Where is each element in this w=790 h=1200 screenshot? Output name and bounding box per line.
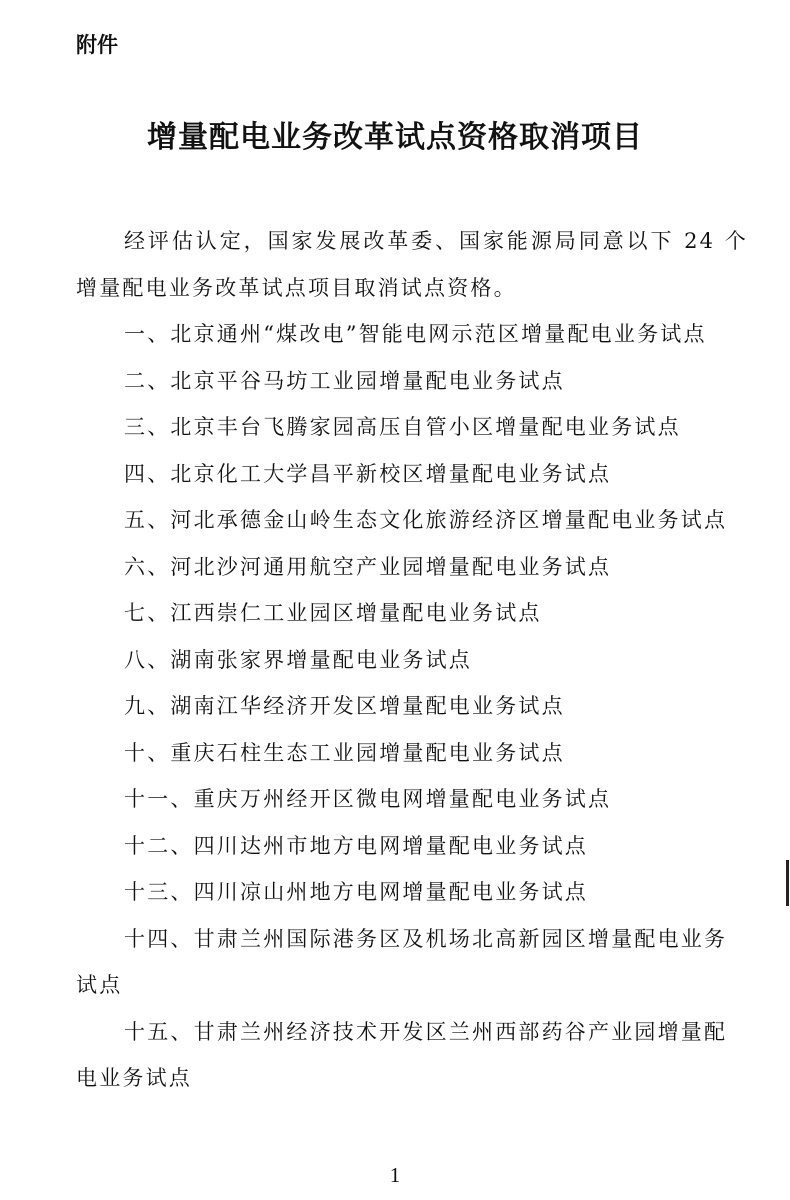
project-list <box>76 311 748 1102</box>
list-item: 十、重庆石柱生态工业园增量配电业务试点 <box>124 740 565 765</box>
list-item: 三、北京丰台飞腾家园高压自管小区增量配电业务试点 <box>124 415 681 439</box>
list-item: 六、河北沙河通用航空产业园增量配电业务试点 <box>124 554 612 579</box>
intro-paragraph: 经评估认定，国家发展改革委、国家能源局同意以下 24 个增量配电业务改革试点项目取消试点资格。 <box>76 229 748 300</box>
scan-edge-mark <box>786 860 789 906</box>
list-item: 十一、重庆万州经开区微电网增量配电业务试点 <box>124 787 612 811</box>
list-item: 十五、甘肃兰州经济技术开发区兰州西部药谷产业园增量配电业务试点 <box>76 1019 728 1090</box>
list-item: 一、北京通州“煤改电”智能电网示范区增量配电业务试点 <box>124 322 707 346</box>
list-item: 十三、四川凉山州地方电网增量配电业务试点 <box>124 880 588 904</box>
page-number: 1 <box>389 1163 401 1187</box>
document-title: 增量配电业务改革试点资格取消项目 <box>147 120 643 155</box>
attachment-label: 附件 <box>76 33 118 57</box>
list-item: 十四、甘肃兰州国际港务区及机场北高新园区增量配电业务试点 <box>76 926 728 997</box>
list-item: 十二、四川达州市地方电网增量配电业务试点 <box>124 833 588 858</box>
list-item: 五、河北承德金山岭生态文化旅游经济区增量配电业务试点 <box>124 508 728 532</box>
list-item: 四、北京化工大学昌平新校区增量配电业务试点 <box>124 461 612 486</box>
list-item: 二、北京平谷马坊工业园增量配电业务试点 <box>124 368 565 393</box>
list-item: 九、湖南江华经济开发区增量配电业务试点 <box>124 694 565 718</box>
list-item: 七、江西崇仁工业园区增量配电业务试点 <box>124 601 542 625</box>
document-body <box>76 218 748 1102</box>
list-item: 八、湖南张家界增量配电业务试点 <box>124 647 472 672</box>
